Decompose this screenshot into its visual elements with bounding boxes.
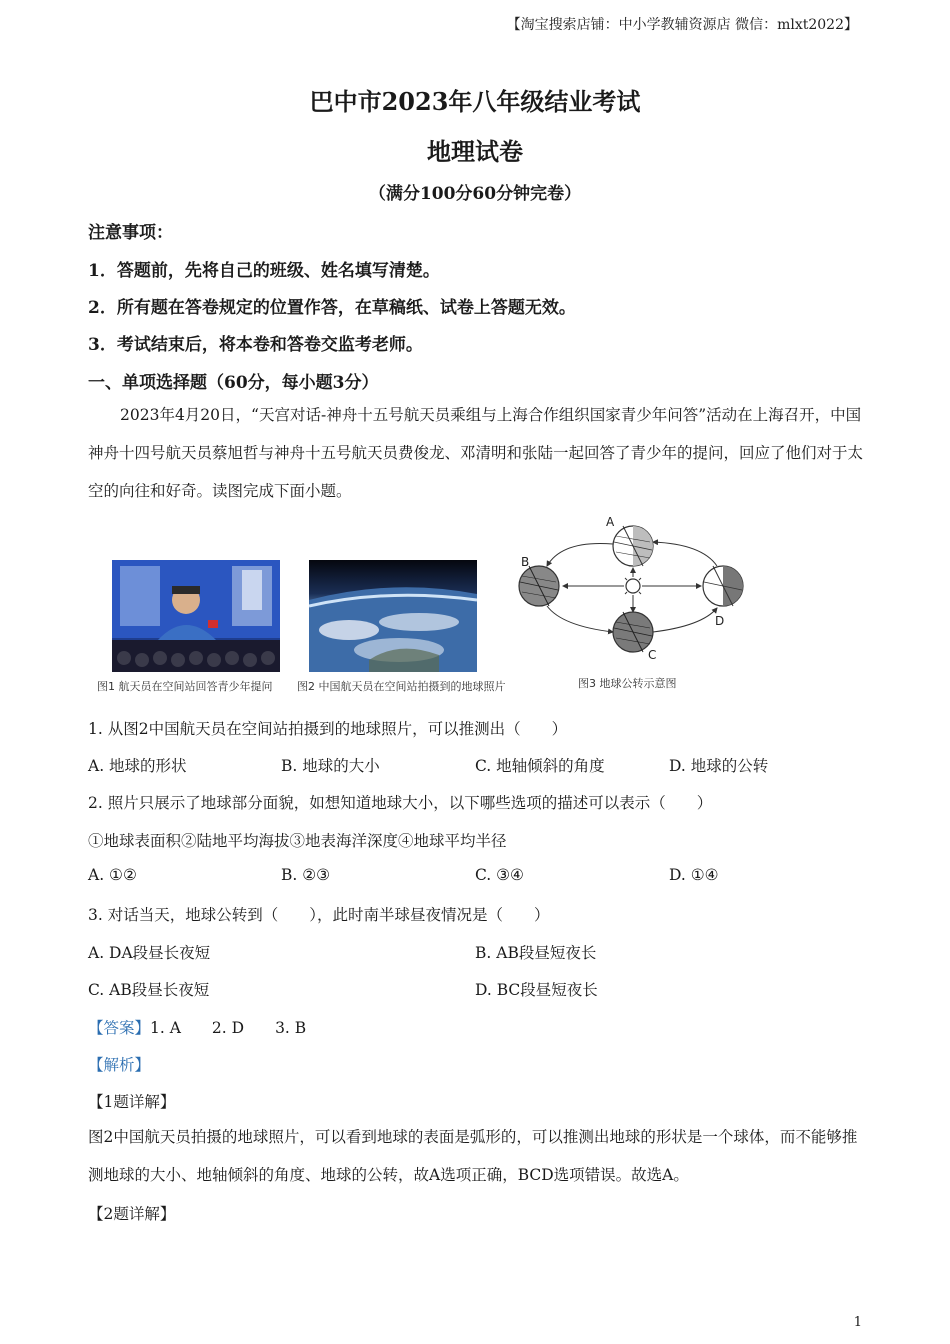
orbit-label-d: D xyxy=(715,614,725,628)
question-2-stem: 2. 照片只展示了地球部分面貌，如想知道地球大小，以下哪些选项的描述可以表示（ ） xyxy=(88,794,713,812)
q3-option-b: B. AB段昼短夜长 xyxy=(475,944,597,962)
q1-option-a: A. 地球的形状 xyxy=(88,757,187,775)
orbit-label-b: B xyxy=(521,555,530,569)
q1-option-c: C. 地轴倾斜的角度 xyxy=(475,757,605,775)
figure-2-caption: 图2 中国航天员在空间站拍摄到的地球照片 xyxy=(297,680,506,693)
orbit-label-c: C xyxy=(648,648,657,662)
analysis-label: 【解析】 xyxy=(88,1056,151,1074)
exam-subtitle: （满分100分60分钟完卷） xyxy=(368,184,582,204)
q1-analysis-text: 图2中国航天员拍摄的地球照片，可以看到地球的表面是弧形的，可以推测出地球的形状是一个球体，而不能够推测地球的大小、地轴倾斜的角度、地球的公转，故A选项正确，BCD选项错误。故选A。 xyxy=(88,1128,858,1184)
q3-option-d: D. BC段昼短夜长 xyxy=(475,981,598,999)
q2-option-a: A. ①② xyxy=(88,866,137,884)
q2-analysis-heading: 【2题详解】 xyxy=(88,1205,176,1223)
question-2-items: ①地球表面积②陆地平均海拔③地表海洋深度④地球平均半径 xyxy=(88,832,507,850)
astronaut-photo xyxy=(112,560,280,672)
section-heading: 一、单项选择题（60分，每小题3分） xyxy=(88,373,379,393)
answer-line xyxy=(88,1016,306,1038)
question-3-stem: 3. 对话当天，地球公转到（ ），此时南半球昼夜情况是（ ） xyxy=(88,906,550,924)
answer-values: 1. A 2. D 3. B xyxy=(150,1019,307,1037)
q1-option-b: B. 地球的大小 xyxy=(281,757,380,775)
figure-1-caption: 图1 航天员在空间站回答青少年提问 xyxy=(97,680,273,693)
q2-option-b: B. ②③ xyxy=(281,866,331,884)
earth-revolution-diagram xyxy=(517,514,757,674)
q2-option-c: C. ③④ xyxy=(475,866,524,884)
notice-heading: 注意事项： xyxy=(88,223,173,243)
exam-title: 巴中市2023年八年级结业考试 xyxy=(309,87,641,116)
page-number: 1 xyxy=(853,1315,862,1330)
intro-paragraph: 2023年4月20日，“天宫对话-神舟十五号航天员乘组与上海合作组织国家青少年问答”活动在上海召开，中国神舟十四号航天员蔡旭哲与神舟十五号航天员费俊龙、邓清明和张陆一起回答了青少年的提问，回应了他们对于太空的向往和好奇。读图完成下面小题。 xyxy=(88,406,864,500)
q3-option-c: C. AB段昼长夜短 xyxy=(88,981,210,999)
notice-item-2: 2．所有题在答卷规定的位置作答，在草稿纸、试卷上答题无效。 xyxy=(88,298,576,318)
notice-item-1: 1．答题前，先将自己的班级、姓名填写清楚。 xyxy=(88,261,440,281)
q1-option-d: D. 地球的公转 xyxy=(669,757,769,775)
watermark-text: 【淘宝搜索店铺：中小学教辅资源店 微信：mlxt2022】 xyxy=(506,17,858,33)
q1-analysis-heading: 【1题详解】 xyxy=(88,1093,176,1111)
earth-photo xyxy=(309,560,477,672)
answer-label: 【答案】 xyxy=(88,1019,151,1037)
subject-title: 地理试卷 xyxy=(427,137,523,166)
notice-item-3: 3．考试结束后，将本卷和答卷交监考老师。 xyxy=(88,335,423,355)
q3-option-a: A. DA段昼长夜短 xyxy=(88,944,211,962)
sun-icon xyxy=(621,574,645,598)
question-1-stem: 1. 从图2中国航天员在空间站拍摄到的地球照片，可以推测出（ ） xyxy=(88,720,568,738)
figure-3-caption: 图3 地球公转示意图 xyxy=(578,677,677,690)
q2-option-d: D. ①④ xyxy=(669,866,719,884)
orbit-label-a: A xyxy=(606,515,615,529)
